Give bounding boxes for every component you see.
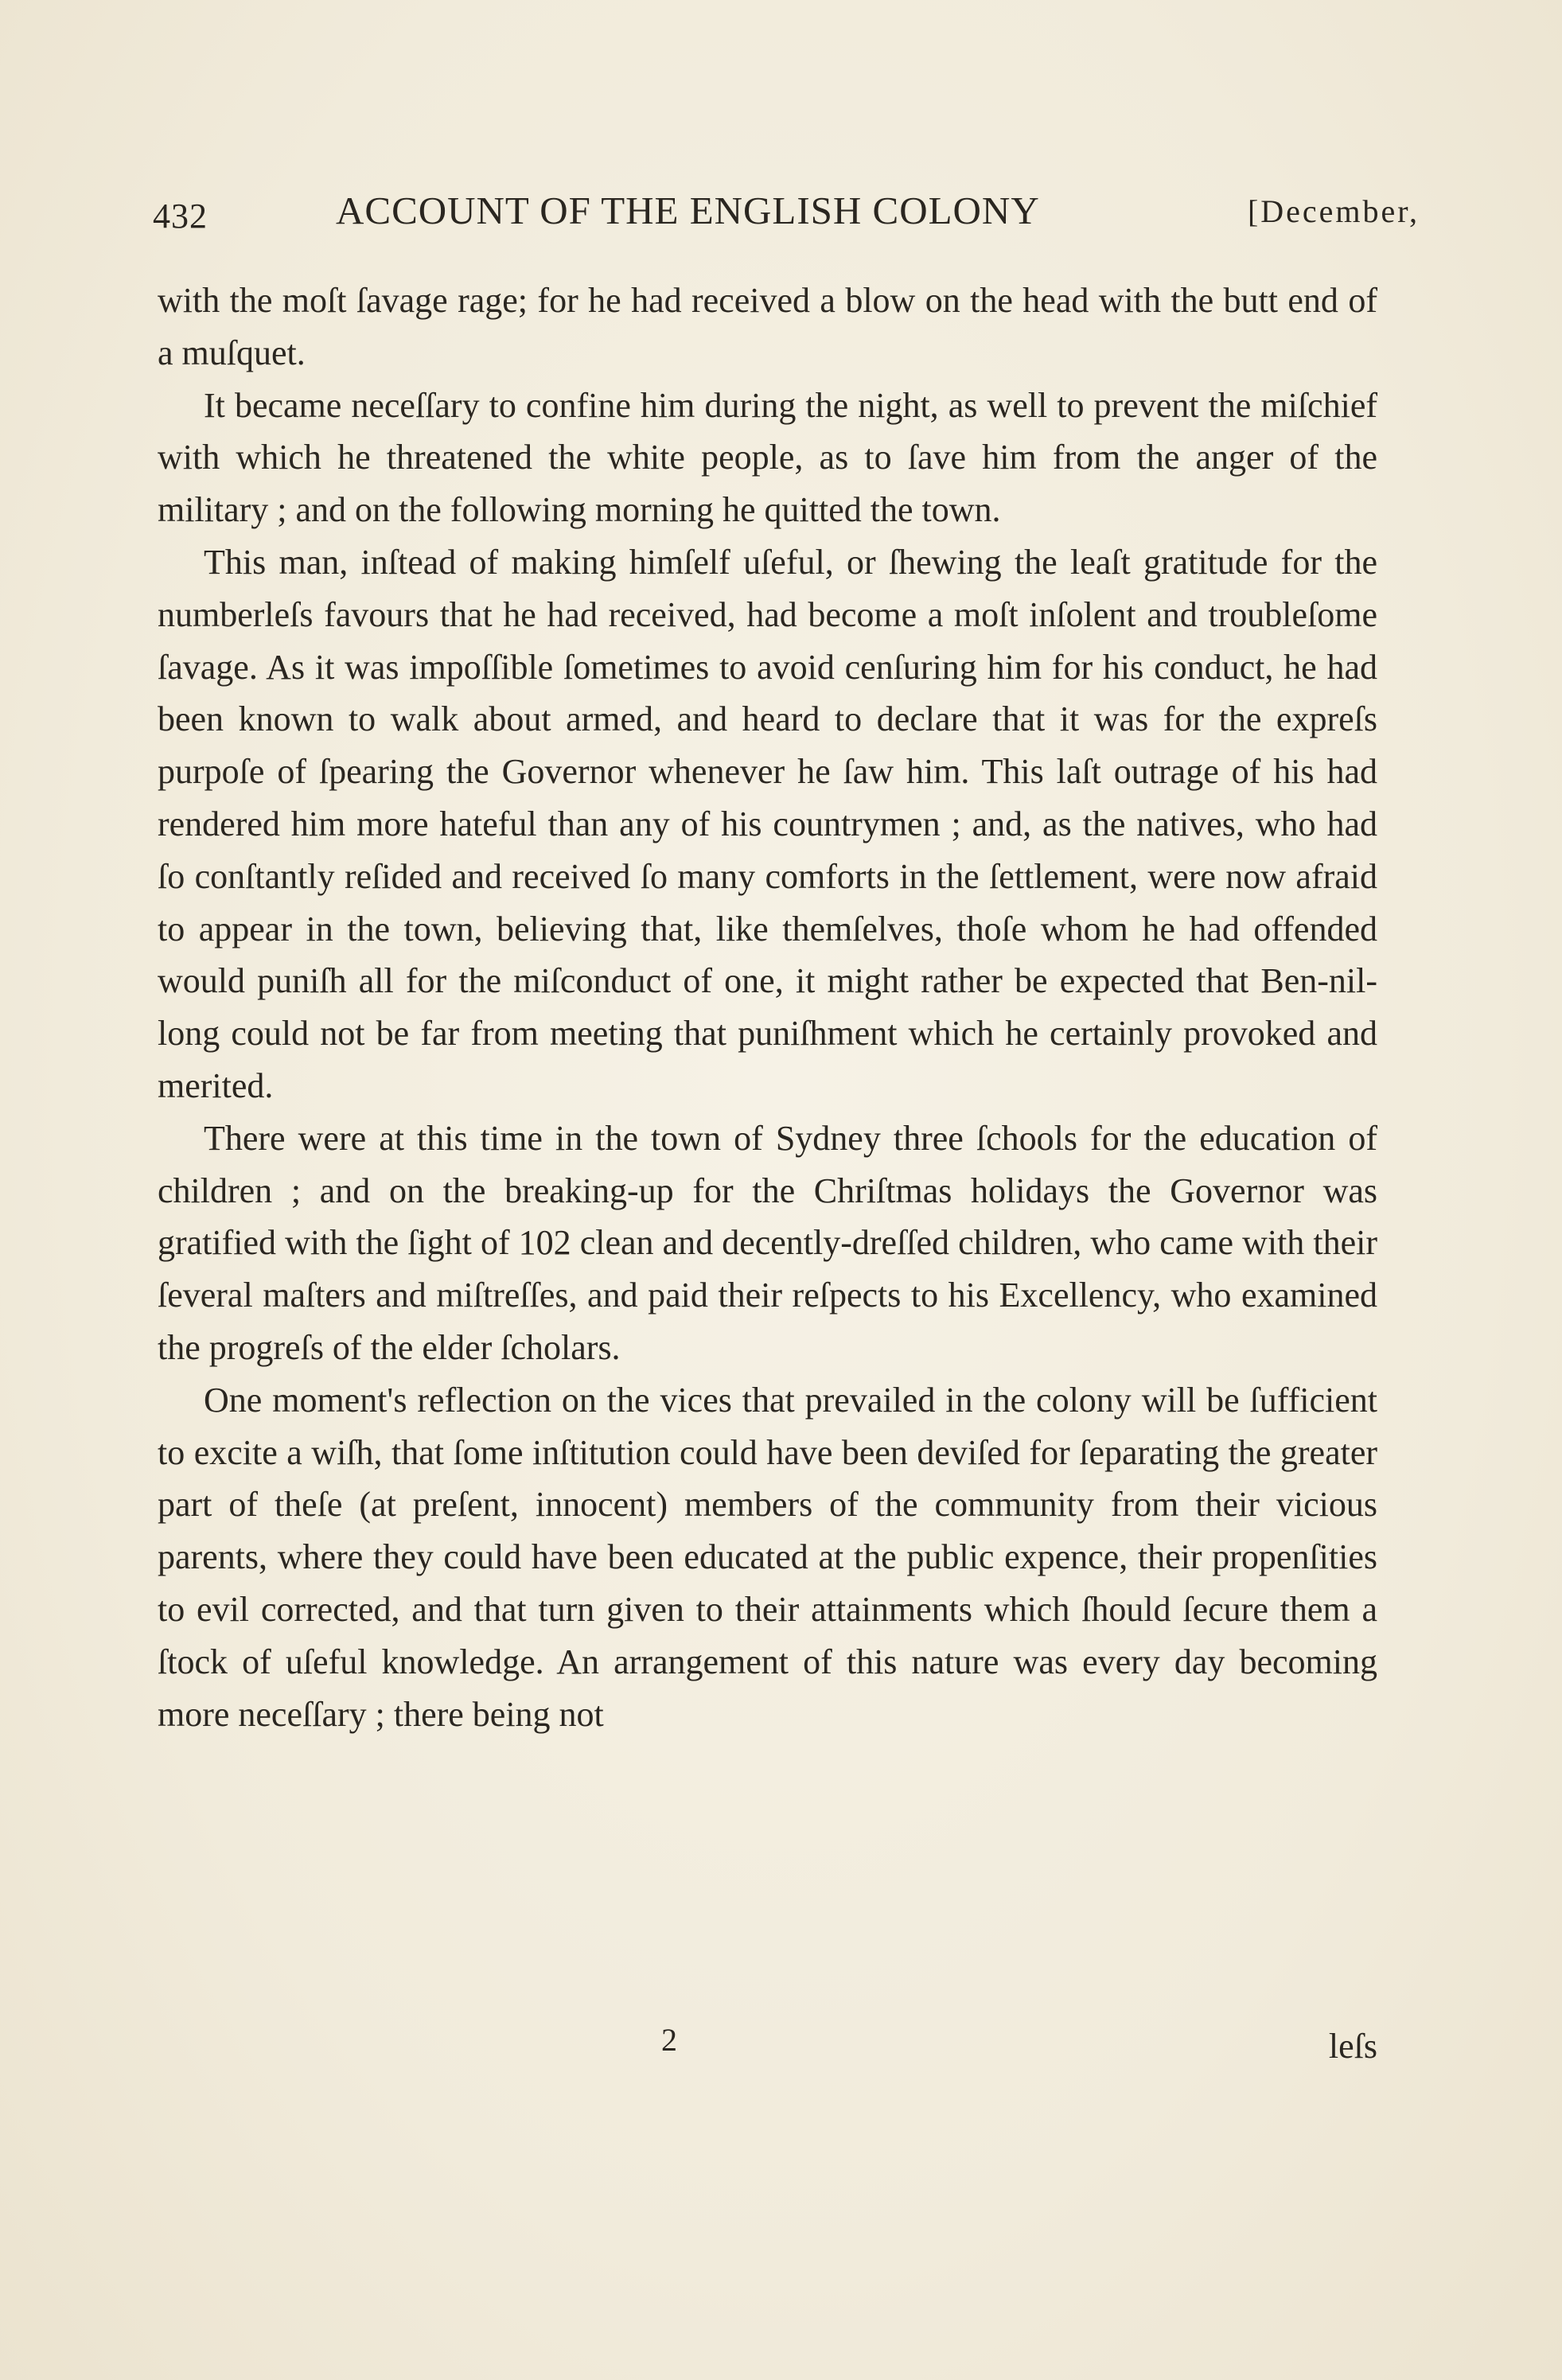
paragraph: There were at this time in the town of Sydney three ſchools for the education of children ; and on the breaking-up for the Chriſtmas holidays the Governor was gratified with the ſight of 102 clean and decently-dreſſed children, who came with their ſeveral maſters and miſtreſſes, and paid their reſpects to his Excellency, who examined the progreſs of the elder ſcholars. — [158, 1118, 1377, 1367]
page-footer — [158, 2021, 1377, 2077]
running-title: ACCOUNT OF THE ENGLISH COLONY — [336, 189, 1040, 232]
body-text — [158, 275, 1377, 1740]
page-number: 432 — [153, 197, 208, 236]
page-header — [153, 181, 1420, 245]
catchword: leſs — [1328, 2027, 1377, 2066]
paragraph-continued: with the moſt ſavage rage; for he had received a blow on the head with the butt end of a muſquet. — [158, 281, 1377, 372]
paragraph: One moment's reflection on the vices that prevailed in the colony will be ſufficient to excite a wiſh, that ſome inſtitution could have been deviſed for ſeparating the greater part of theſe (at preſent, innocent) members of the community from their vicious parents, where they could have been educated at the public expence, their propenſities to evil corrected, and that turn given to their attainments which ſhould ſecure them a ſtock of uſeful knowledge. An arrangement of this nature was every day becoming more neceſſary ; there being not — [158, 1380, 1377, 1734]
paragraph: It became neceſſary to confine him during the night, as well to prevent the miſchief with which he threatened the white people, as to ſave him from the anger of the military ; and on the following morning he quitted the town. — [158, 385, 1377, 530]
paragraph: This man, inſtead of making himſelf uſeful, or ſhewing the leaſt gratitude for the numberleſs favours that he had received, had become a moſt inſolent and troubleſome ſavage. As it was impoſſible ſometimes to avoid cenſuring him for his conduct, he had been known to walk about armed, and heard to declare that it was for the expreſs purpoſe of ſpearing the Governor whenever he ſaw him. This laſt outrage of his had rendered him more hateful than any of his countrymen ; and, as the natives, who had ſo conſtantly reſided and received ſo many comforts in the ſettlement, were now afraid to appear in the town, believing that, like themſelves, thoſe whom he had offended would puniſh all for the miſconduct of one, it might rather be expected that Ben-nil-long could not be far from meeting that puniſhment which he certainly provoked and merited. — [158, 542, 1377, 1105]
running-date: [December, — [1247, 193, 1420, 229]
signature-mark: 2 — [661, 2022, 677, 2058]
